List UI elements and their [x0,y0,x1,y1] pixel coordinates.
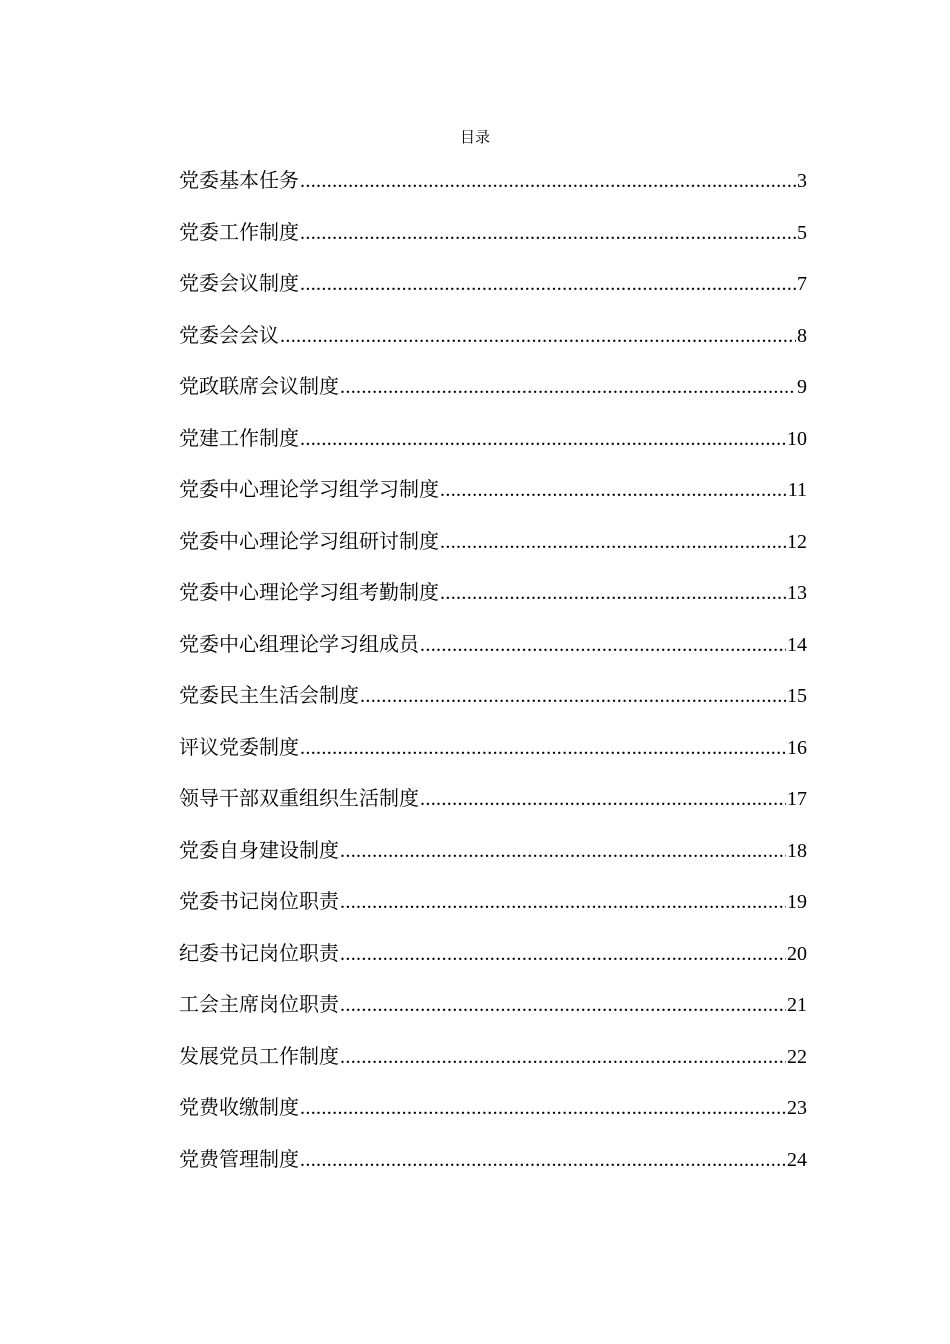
dot-leader [340,373,796,401]
toc-entry-page-number: 21 [787,994,807,1016]
toc-entry[interactable] [179,681,807,733]
toc-entry-title: 党费管理制度 [179,1146,299,1171]
dot-leader [440,528,786,556]
dot-leader [300,270,796,298]
toc-entry-title: 党委书记岗位职责 [179,889,339,913]
table-of-contents [179,166,807,1196]
toc-entry[interactable] [179,372,807,424]
toc-entry[interactable] [179,784,807,836]
toc-entry[interactable] [179,836,807,888]
toc-entry[interactable] [179,1093,807,1145]
toc-entry-title: 领导干部双重组织生活制度 [179,786,419,810]
toc-entry[interactable] [179,321,807,373]
toc-entry-title: 党委中心理论学习组研讨制度 [179,528,439,553]
dot-leader [440,476,787,504]
toc-entry[interactable] [179,939,807,991]
dot-leader [300,734,786,762]
toc-entry-title: 党委会议制度 [179,271,299,295]
dot-leader [300,219,796,247]
dot-leader [360,682,786,710]
toc-entry[interactable] [179,990,807,1042]
toc-entry-title: 党委民主生活会制度 [179,683,359,707]
toc-entry[interactable] [179,166,807,218]
toc-entry-page-number: 22 [787,1045,807,1068]
dot-leader [300,1146,786,1174]
dot-leader [340,940,786,968]
toc-entry-page-number: 13 [787,582,807,604]
toc-heading: 目录 [459,128,490,146]
toc-entry[interactable] [179,475,807,527]
toc-entry[interactable] [179,1042,807,1094]
toc-entry[interactable] [179,269,807,321]
toc-entry-page-number: 20 [787,942,807,965]
toc-entry[interactable] [179,578,807,630]
toc-entry-title: 党政联席会议制度 [179,374,339,398]
toc-entry-page-number: 5 [797,221,807,244]
toc-entry-page-number: 3 [797,170,807,192]
toc-entry-page-number: 14 [787,633,807,656]
dot-leader [300,425,786,453]
toc-entry-page-number: 17 [787,788,807,810]
dot-leader [280,322,796,350]
dot-leader [420,785,786,813]
toc-entry[interactable] [179,527,807,579]
dot-leader [420,631,786,659]
toc-entry-page-number: 15 [787,685,807,707]
toc-entry-page-number: 10 [787,427,807,450]
toc-entry[interactable] [179,218,807,270]
dot-leader [340,1043,786,1071]
toc-entry-page-number: 11 [787,479,807,501]
toc-entry[interactable] [179,1145,807,1197]
toc-entry-title: 党委中心理论学习组考勤制度 [179,580,439,604]
toc-entry-page-number: 24 [787,1148,807,1171]
toc-entry-page-number: 8 [797,324,807,347]
toc-entry-title: 党委中心理论学习组学习制度 [179,477,439,501]
toc-entry-title: 发展党员工作制度 [179,1043,339,1068]
toc-entry-page-number: 7 [797,273,807,295]
toc-entry[interactable] [179,424,807,476]
dot-leader [340,991,786,1019]
toc-entry-page-number: 18 [787,839,807,862]
toc-entry-title: 纪委书记岗位职责 [179,940,339,965]
toc-entry-title: 党委基本任务 [179,168,299,192]
toc-entry[interactable] [179,887,807,939]
dot-leader [340,888,786,916]
dot-leader [340,837,786,865]
dot-leader [300,167,796,195]
toc-entry-page-number: 16 [787,736,807,759]
toc-entry-page-number: 9 [797,376,807,398]
toc-entry-title: 党委工作制度 [179,219,299,244]
toc-entry-page-number: 19 [787,891,807,913]
dot-leader [300,1094,786,1122]
toc-entry-title: 党费收缴制度 [179,1095,299,1119]
toc-entry-page-number: 23 [787,1097,807,1119]
toc-entry-title: 党委中心组理论学习组成员 [179,631,419,656]
toc-entry-title: 党委自身建设制度 [179,837,339,862]
dot-leader [440,579,786,607]
toc-entry-title: 党委会会议 [179,322,279,347]
toc-entry[interactable] [179,630,807,682]
toc-entry-page-number: 12 [787,530,807,553]
toc-entry-title: 评议党委制度 [179,734,299,759]
toc-entry-title: 工会主席岗位职责 [179,992,339,1016]
toc-entry-title: 党建工作制度 [179,425,299,450]
toc-entry[interactable] [179,733,807,785]
